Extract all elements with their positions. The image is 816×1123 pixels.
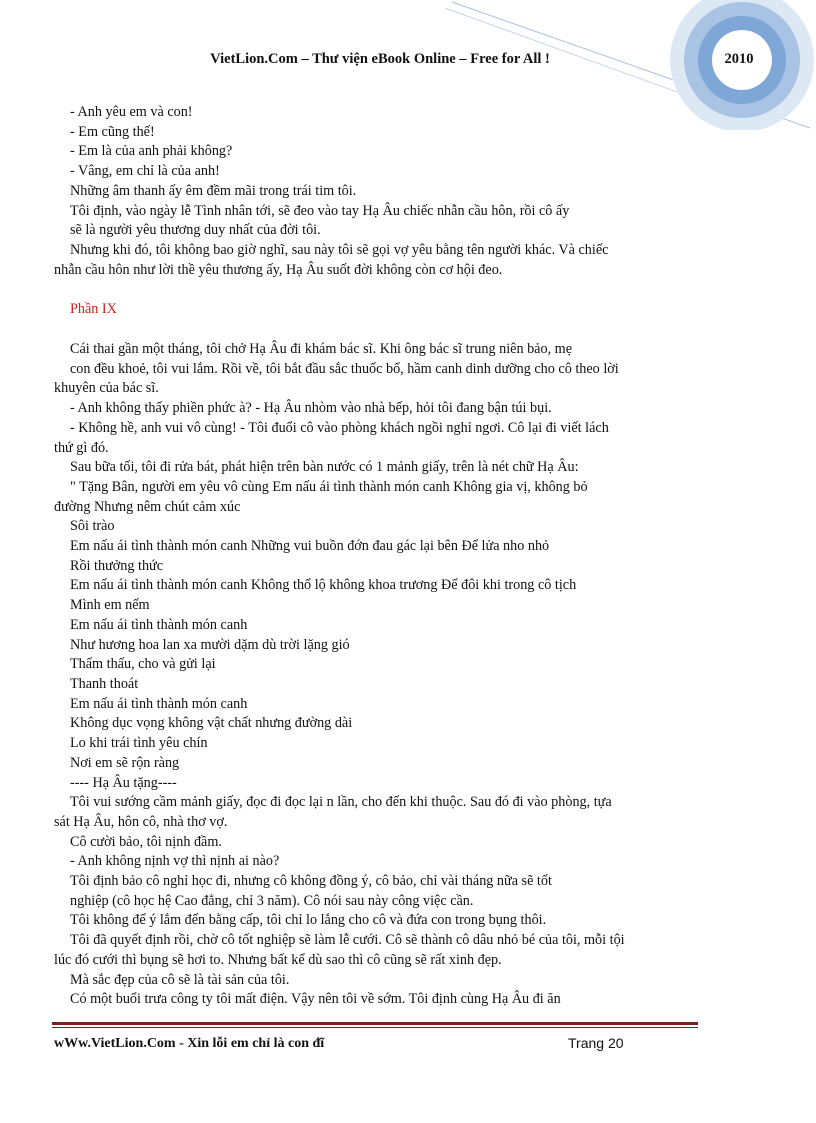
text-line: nghiệp (cô học hệ Cao đẳng, chỉ 3 năm). Cô nói sau này công việc cần.: [70, 892, 474, 909]
text-line: - Em cũng thế!: [70, 123, 155, 140]
text-line: sẽ là người yêu thương duy nhất của đời tôi.: [70, 222, 321, 239]
text-line: thứ gì đó.: [54, 439, 109, 456]
text-line: - Em là của anh phải không?: [70, 143, 233, 160]
header-year: 2010: [724, 51, 754, 67]
text-line: - Anh yêu em và con!: [70, 104, 193, 120]
text-line: lúc đó cưới thì bụng sẽ hơi to. Nhưng bất kể dù sao thì cô cũng sẽ rất xinh đẹp.: [54, 951, 502, 968]
text-line: khuyên của bác sĩ.: [54, 380, 159, 397]
text-line: " Tặng Bân, người em yêu vô cùng Em nấu ái tình thành món canh Không gia vị, không bỏ: [70, 478, 588, 495]
text-line: Tôi đã quyết định rồi, chờ cô tốt nghiệp sẽ làm lễ cưới. Cô sẽ thành cô dâu nhỏ bé của tôi, mỗi tội: [70, 932, 625, 949]
page-body: [54, 103, 694, 1010]
text-line: - Anh không nịnh vợ thì nịnh ai nào?: [70, 853, 280, 870]
poem-line: Mình em nếm: [70, 597, 150, 614]
text-line: sát Hạ Âu, hôn cô, nhà thơ vợ.: [54, 813, 228, 830]
text-line: Tôi không để ý lắm đến bằng cấp, tôi chỉ lo lắng cho cô và đứa con trong bụng thôi.: [70, 912, 547, 929]
poem-line: Em nấu ái tình thành món canh: [70, 616, 248, 633]
section-heading: Phần IX: [70, 301, 117, 318]
text-line: Tôi vui sướng cầm mảnh giấy, đọc đi đọc lại n lần, cho đến khi thuộc. Sau đó đi vào phòng, tựa: [70, 794, 612, 811]
text-line: con đều khoẻ, tôi vui lắm. Rồi về, tôi bắt đầu sắc thuốc bổ, hầm canh dinh dưỡng cho cô theo lời: [70, 360, 619, 377]
text-line: Nhưng khi đó, tôi không bao giờ nghĩ, sau này tôi sẽ gọi vợ yêu bằng tên người khác. Và chiếc: [70, 241, 609, 258]
poem-line: Nơi em sẽ rộn ràng: [70, 754, 180, 771]
text-line: Mà sắc đẹp của cô sẽ là tài sản của tôi.: [70, 971, 290, 988]
footer-divider: [52, 1022, 698, 1025]
poem-line: Em nấu ái tình thành món canh Không thổ lộ không khoa trương Để đôi khi trong cô tịch: [70, 577, 577, 594]
poem-line: ---- Hạ Âu tặng----: [70, 774, 177, 791]
poem-line: Sôi trào: [70, 518, 115, 535]
text-line: Tôi định, vào ngày lễ Tình nhân tới, sẽ đeo vào tay Hạ Âu chiếc nhẫn cầu hôn, rồi cô ấy: [70, 202, 570, 219]
text-line: - Anh không thấy phiền phức à? - Hạ Âu nhòm vào nhà bếp, hỏi tôi đang bận túi bụi.: [70, 400, 552, 417]
poem-line: Em nấu ái tình thành món canh Những vui buồn đớn đau gác lại bên Để lửa nho nhỏ: [70, 538, 550, 555]
text-line: Sau bữa tối, tôi đi rửa bát, phát hiện trên bàn nước có 1 mảnh giấy, trên là nét chữ Hạ Âu:: [70, 459, 579, 476]
poem-line: Như hương hoa lan xa mười dặm dù trời lặng gió: [70, 636, 350, 653]
poem-line: Rồi thưởng thức: [70, 557, 164, 574]
page-number: Trang 20: [568, 1035, 624, 1051]
header-title: VietLion.Com – Thư viện eBook Online – Free for All !: [210, 51, 550, 67]
text-line: - Vâng, em chỉ là của anh!: [70, 163, 220, 180]
poem-line: Thanh thoát: [70, 675, 139, 692]
text-line: Tôi định bảo cô nghỉ học đi, nhưng cô không đồng ý, cô bảo, chỉ vài tháng nữa sẽ tốt: [70, 873, 552, 890]
text-line: Có một buổi trưa công ty tôi mất điện. Vậy nên tôi về sớm. Tôi định cùng Hạ Âu đi ăn: [70, 991, 561, 1008]
poem-line: Em nấu ái tình thành món canh: [70, 695, 248, 712]
poem-line: Thẩm thấu, cho và gửi lại: [70, 656, 216, 673]
text-line: nhẫn cầu hôn như lời thề yêu thương ấy, Hạ Âu suốt đời không còn cơ hội đeo.: [54, 261, 503, 278]
poem-line: Lo khi trái tình yêu chín: [70, 735, 208, 752]
text-line: - Không hề, anh vui vô cùng! - Tôi đuổi cô vào phòng khách ngồi nghỉ ngơi. Cô lại đi viết lách: [70, 419, 609, 436]
footer-divider-thin: [52, 1027, 698, 1028]
text-line: Cô cười bảo, tôi nịnh đầm.: [70, 833, 222, 850]
footer-site-title: wWw.VietLion.Com - Xin lỗi em chỉ là con đĩ: [54, 1036, 325, 1051]
text-line: Những âm thanh ấy êm đềm mãi trong trái tim tôi.: [70, 182, 357, 199]
poem-line: Không dục vọng không vật chất nhưng đường dài: [70, 715, 353, 732]
text-line: đường Nhưng nêm chút cảm xúc: [54, 498, 241, 515]
text-line: Cái thai gần một tháng, tôi chở Hạ Âu đi khám bác sĩ. Khi ông bác sĩ trung niên bảo, mẹ: [70, 341, 572, 358]
